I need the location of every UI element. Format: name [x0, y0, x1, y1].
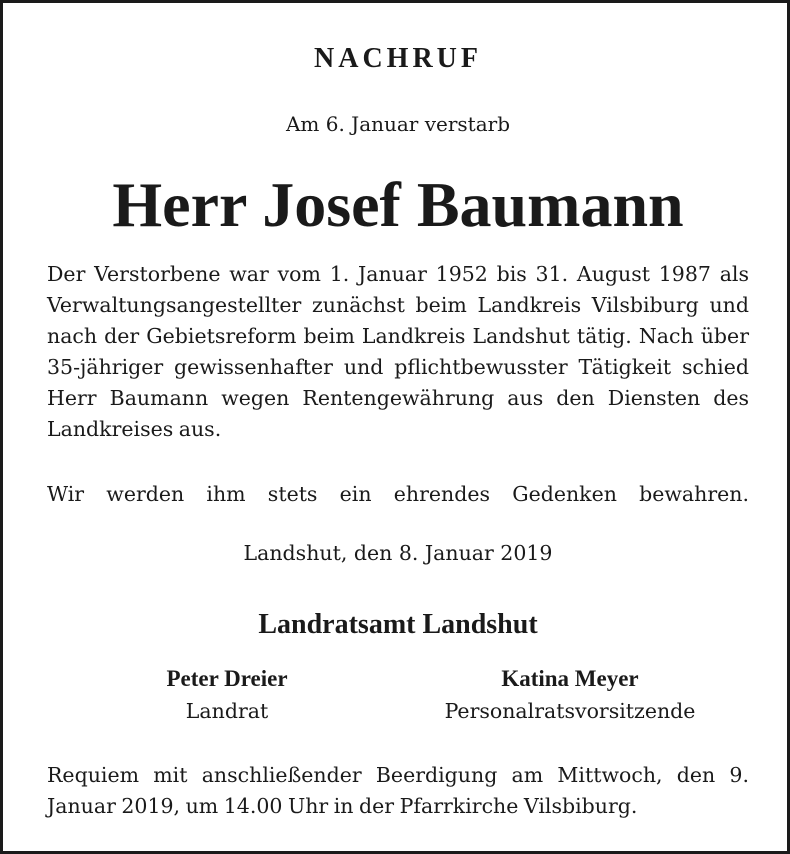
signatory-left: [127, 663, 327, 727]
intro-line: Am 6. Januar verstarb: [285, 112, 511, 136]
place-and-date: Landshut, den 8. Januar 2019: [243, 541, 553, 565]
deceased-name: Herr Josef Baumann: [112, 169, 684, 240]
signatory-role: Personalratsvorsitzende: [444, 699, 696, 723]
notice-heading: NACHRUF: [314, 43, 482, 74]
signatory-right: [415, 663, 725, 727]
biography-paragraph: Der Verstorbene war vom 1. Januar 1952 bis 31. August 1987 als Verwaltungsangestellter zunächst beim Landkreis Vilsbiburg und nach der Gebietsreform beim Landkreis Landshut tätig. Nach über 35-jähriger gewissenhafter und pflichtbewusster Tätigkeit schied Herr Baumann wegen Rentengewährung aus den Diensten des Landkreises aus.: [47, 262, 749, 441]
signatory-name: Katina Meyer: [501, 666, 639, 691]
closing-sentence: Wir werden ihm stets ein ehrendes Gedenken bewahren.: [47, 482, 749, 506]
organization-name: Landratsamt Landshut: [258, 609, 538, 640]
signatory-role: Landrat: [185, 699, 269, 723]
signatory-name: Peter Dreier: [166, 666, 288, 691]
requiem-announcement: Requiem mit anschließender Beerdigung am Mittwoch, den 9. Januar 2019, um 14.00 Uhr in der Pfarrkirche Vilsbiburg.: [47, 763, 749, 818]
